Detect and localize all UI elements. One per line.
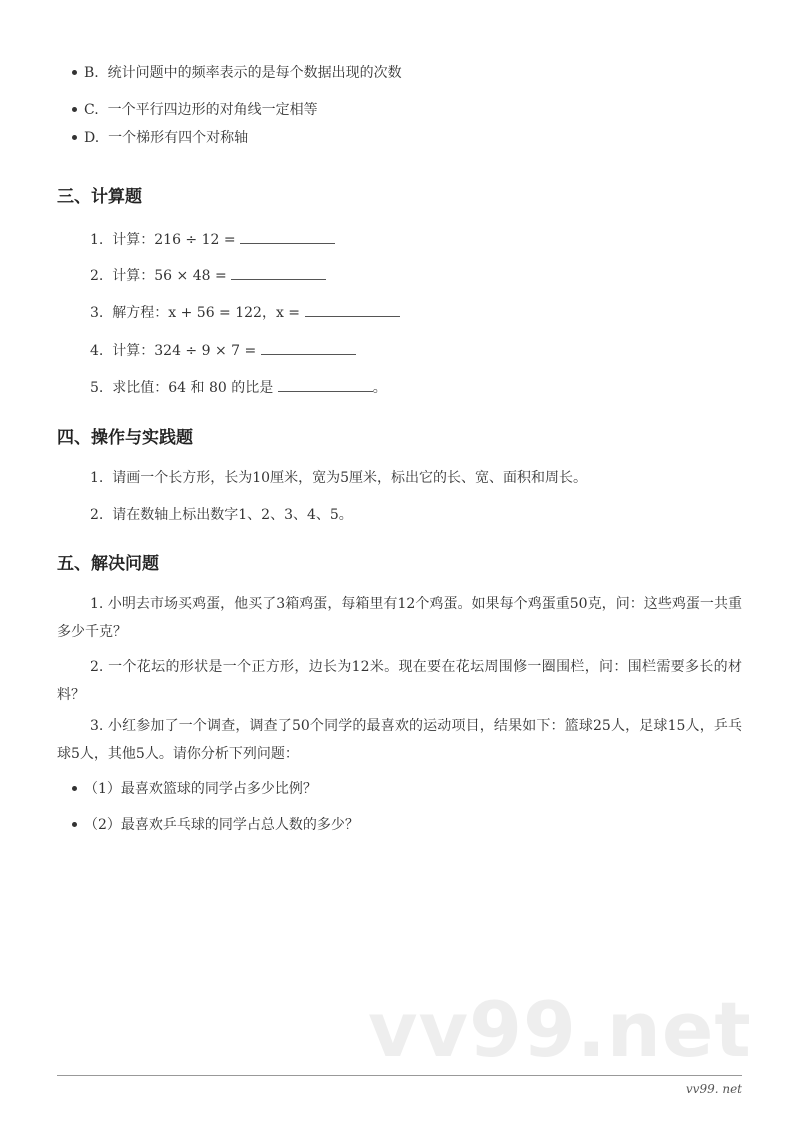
problem-2: 2. 一个花坛的形状是一个正方形，边长为12米。现在要在花坛周围修一圈围栏，问：围栏需要多长的材料？ [57, 659, 742, 703]
calc-item-2 [90, 265, 326, 285]
watermark: vv99.net [368, 985, 752, 1074]
bullet-icon [72, 107, 77, 112]
subquestion-1 [72, 780, 317, 798]
footer-site-label: vv99. net [685, 1082, 742, 1096]
bullet-icon [72, 135, 77, 140]
item-number: 3. [90, 305, 104, 321]
item-text: 计算：324 ÷ 9 × 7 = [112, 343, 261, 359]
item-text: 解方程：x + 56 = 122，x = [112, 305, 305, 321]
item-number: 2. [90, 507, 104, 523]
footer-divider [57, 1075, 742, 1076]
calc-item-1 [90, 229, 335, 249]
practice-item-2 [90, 506, 353, 524]
subquestion-2 [72, 816, 359, 834]
subquestion-text: （1）最喜欢篮球的同学占多少比例？ [84, 781, 317, 797]
item-text: 求比值：64 和 80 的比是 [112, 380, 278, 396]
answer-blank[interactable] [240, 229, 335, 244]
option-c [72, 101, 318, 119]
option-text: 统计问题中的频率表示的是每个数据出现的次数 [107, 65, 402, 81]
item-number: 2. [90, 268, 104, 284]
problem-3: 3. 小红参加了一个调查，调查了50个同学的最喜欢的运动项目，结果如下：篮球25人，足球15人，乒乓球5人，其他5人。请你分析下列问题： [57, 718, 742, 762]
option-b [72, 64, 402, 82]
option-d [72, 129, 248, 147]
option-label: B. [84, 65, 99, 81]
problem-1: 1. 小明去市场买鸡蛋，他买了3箱鸡蛋，每箱里有12个鸡蛋。如果每个鸡蛋重50克，问：这些鸡蛋一共重多少千克？ [57, 596, 742, 640]
item-text: 请画一个长方形，长为10厘米，宽为5厘米，标出它的长、宽、面积和周长。 [112, 470, 587, 486]
calc-item-5 [90, 377, 387, 397]
item-number: 4. [90, 343, 104, 359]
item-number: 1. [90, 232, 104, 248]
section-heading-problems: 五、解决问题 [57, 554, 159, 574]
item-text: 请在数轴上标出数字1、2、3、4、5。 [112, 507, 353, 523]
answer-blank[interactable] [305, 302, 400, 317]
answer-blank[interactable] [261, 340, 356, 355]
subquestion-text: （2）最喜欢乒乓球的同学占总人数的多少？ [84, 817, 359, 833]
option-label: D. [84, 130, 100, 146]
calc-item-4 [90, 340, 356, 360]
answer-blank[interactable] [231, 265, 326, 280]
option-label: C. [84, 102, 99, 118]
section-heading-calc: 三、计算题 [57, 187, 142, 207]
practice-item-1 [90, 469, 587, 487]
item-suffix: 。 [372, 380, 387, 396]
bullet-icon [72, 70, 77, 75]
calc-item-3 [90, 302, 400, 322]
bullet-icon [72, 786, 77, 791]
item-text: 计算：56 × 48 = [112, 268, 232, 284]
item-text: 计算：216 ÷ 12 = [112, 232, 241, 248]
bullet-icon [72, 822, 77, 827]
item-number: 1. [90, 470, 104, 486]
option-text: 一个梯形有四个对称轴 [108, 130, 249, 146]
answer-blank[interactable] [278, 377, 373, 392]
section-heading-practice: 四、操作与实践题 [57, 428, 193, 448]
option-text: 一个平行四边形的对角线一定相等 [107, 102, 318, 118]
item-number: 5. [90, 380, 104, 396]
